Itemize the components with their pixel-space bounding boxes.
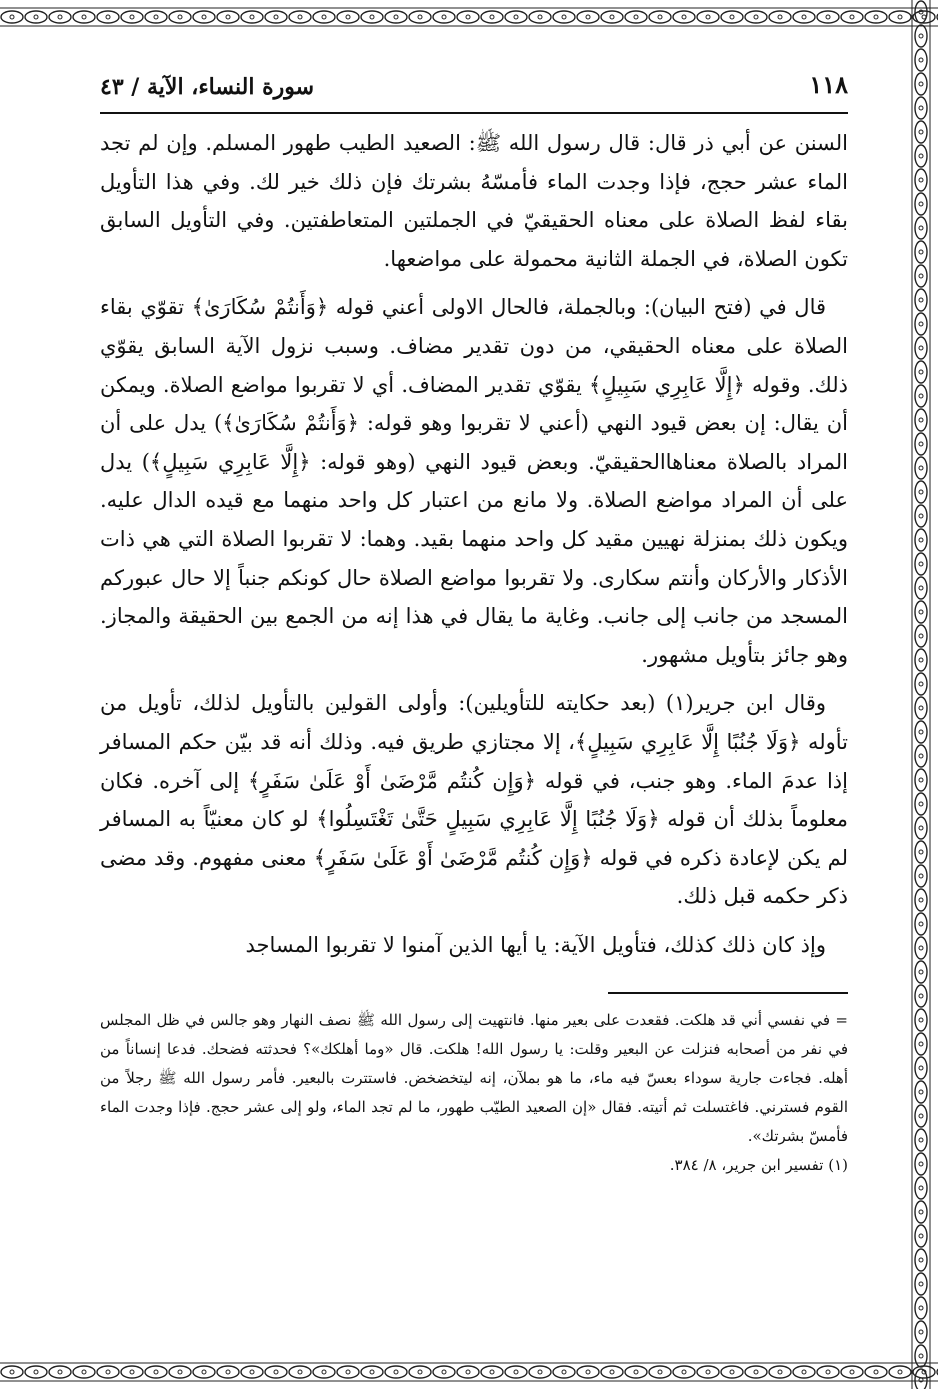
footnote-continuation: = في نفسي أني قد هلكت. فقعدت على بعير منها. فانتهيت إلى رسول الله ﷺ نصف النهار وهو جالس في ظل المجلس في نفر من أصحابه فنزلت عن البعير وقلت: يا رسول الله! هلكت. قال «وما أهلكك»؟ فحدثته فضحك. فدعا إنساناً من أهله. فجاءت جارية سوداء بعسّ فيه ماء، ما هو بملآن، إنه ليتخضخض. فاستترت بالبعير. فأمر رسول الله ﷺ رجلاً من القوم فسترني. فاغتسلت ثم أتيته. فقال «إن الصعيد الطيّب طهور، ما لم تجد الماء، ولو إلى عشر حجج. فإذا وجدت الماء فأمسّ بشرتك». bbox=[100, 1010, 849, 1145]
main-text bbox=[100, 124, 848, 964]
paragraph-3: وقال ابن جرير(١) (بعد حكايته للتأويلين): وأولى القولين بالتأويل لذلك، تأويل من تأوله ﴿وَلَا جُنُبًا إِلَّا عَابِرِي سَبِيلٍ﴾، إلا مجتازي طريق فيه. وذلك أنه قد بيّن حكم المسافر إذا عدمَ الماء. وهو جنب، في قوله ﴿وَإِن كُنتُم مَّرْضَىٰ أَوْ عَلَىٰ سَفَرٍ﴾ إلى آخره. فكان معلوماً بذلك أن قوله ﴿وَلَا جُنُبًا إِلَّا عَابِرِي سَبِيلٍ حَتَّىٰ تَغْتَسِلُوا﴾ لو كان معنيّاً به المسافر لم يكن لإعادة ذكره في قوله ﴿وَإِن كُنتُم مَّرْضَىٰ أَوْ عَلَىٰ سَفَرٍ﴾ معنى مفهوم. وقد مضى ذكر حكمه قبل ذلك. bbox=[100, 691, 848, 909]
page-header bbox=[100, 60, 848, 114]
decorative-border-right bbox=[904, 0, 938, 1389]
paragraph-1: السنن عن أبي ذر قال: قال رسول الله ﷺ: الصعيد الطيب طهور المسلم. وإن لم تجد الماء عشر حجج، فإذا وجدت الماء فأمسّهُ بشرتك فإن ذلك خير لك. وفي هذا التأويل بقاء لفظ الصلاة على معناه الحقيقيّ في الجملتين المتعاطفتين. وفي التأويل السابق تكون الصلاة، في الجملة الثانية محمولة على مواضعها. bbox=[100, 131, 848, 271]
decorative-border-top bbox=[0, 0, 938, 34]
decorative-border-bottom bbox=[0, 1355, 938, 1389]
page-content bbox=[100, 60, 848, 1360]
page-number: ١١٨ bbox=[809, 70, 848, 99]
footnote-1: (١) تفسير ابن جرير، ٨/ ٣٨٤. bbox=[669, 1155, 848, 1174]
footnotes bbox=[100, 1006, 848, 1180]
running-title: سورة النساء، الآية / ٤٣ bbox=[100, 74, 315, 100]
paragraph-2: قال في (فتح البيان): وبالجملة، فالحال الاولى أعني قوله ﴿وَأَنتُمْ سُكَارَىٰ﴾ تقوّي بقاء الصلاة على معناه الحقيقي، من دون تقدير مضاف. وسبب نزول الآية السابق يقوّي ذلك. وقوله ﴿إِلَّا عَابِرِي سَبِيلٍ﴾ يقوّي تقدير المضاف. أي لا تقربوا مواضع الصلاة. ويمكن أن يقال: إن بعض قيود النهي (أعني لا تقربوا وهو قوله: ﴿وَأَنتُمْ سُكَارَىٰ﴾) يدل على أن المراد بالصلاة معناهاالحقيقيّ. وبعض قيود النهي (وهو قوله: ﴿إِلَّا عَابِرِي سَبِيلٍ﴾) يدل على أن المراد مواضع الصلاة. ولا مانع من اعتبار كل واحد منهما مع قيده الدال عليه. ويكون ذلك بمنزلة نهيين مقيد كل واحد منهما بقيد. وهما: لا تقربوا الصلاة التي هي ذات الأذكار والأركان وأنتم سكارى. ولا تقربوا مواضع الصلاة حال كونكم جنباً إلا حال عبوركم المسجد من جانب إلى جانب. وغاية ما يقال في هذا إنه من الجمع بين الحقيقة والمجاز. وهو جائز بتأويل مشهور. bbox=[100, 295, 848, 667]
paragraph-4: وإذ كان ذلك كذلك، فتأويل الآية: يا أيها الذين آمنوا لا تقربوا المساجد bbox=[245, 932, 826, 957]
footnote-separator bbox=[608, 992, 848, 994]
